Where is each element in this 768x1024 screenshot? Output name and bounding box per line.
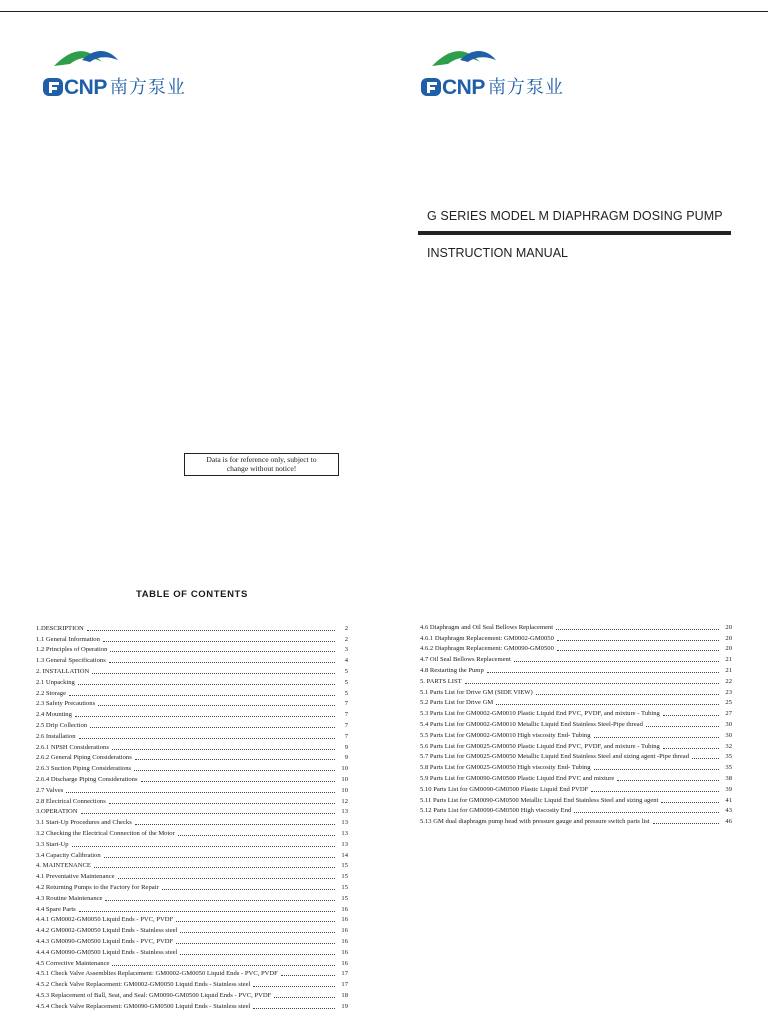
toc-entry-title: 4. MAINTENANCE — [36, 862, 91, 870]
toc-entry-title: 3.OPERATION — [36, 808, 78, 816]
toc-entry[interactable] — [36, 644, 348, 655]
toc-entry[interactable] — [36, 762, 348, 773]
toc-dot-leader — [81, 813, 335, 814]
toc-entry-title: 4.4.3 GM0090-GM0500 Liquid Ends - PVC, PVDF — [36, 937, 174, 945]
toc-entry-title: 5.3 Parts List for GM0002-GM0010 Plastic Liquid End PVC, PVDF, and mixture - Tubing — [420, 710, 660, 718]
toc-page-number: 20 — [725, 634, 732, 642]
toc-dot-leader — [110, 651, 335, 652]
toc-dot-leader — [663, 715, 719, 716]
toc-page-number: 17 — [341, 981, 348, 989]
toc-entry[interactable] — [420, 664, 732, 675]
toc-entry[interactable] — [36, 892, 348, 903]
toc-entry[interactable] — [36, 795, 348, 806]
toc-page-number: 21 — [725, 666, 732, 674]
toc-entry[interactable] — [36, 773, 348, 784]
toc-dot-leader — [663, 748, 719, 749]
toc-dot-leader — [87, 630, 335, 631]
toc-entry[interactable] — [36, 957, 348, 968]
toc-entry-title: 2.6.1 NPSH Considerations — [36, 743, 109, 751]
toc-dot-leader — [253, 986, 335, 987]
toc-dot-leader — [104, 857, 335, 858]
toc-entry-title: 5.6 Parts List for GM0025-GM0050 Plastic Liquid End PVC, PVDF, and mixture - Tubing — [420, 742, 660, 750]
toc-entry-title: 5.13 GM dual diaphragm pump head with pressure gauge and pressure switch parts list — [420, 818, 650, 826]
logo-emblem-icon — [52, 44, 162, 68]
logo-text-cjk: 南方泵业 — [487, 77, 564, 98]
toc-dot-leader — [556, 629, 719, 630]
disclaimer-line: change without notice! — [226, 463, 297, 473]
toc-entry-title: 5.5 Parts List for GM0002-GM0010 High viscosity End- Tubing — [420, 731, 591, 739]
toc-entry-title: 4.5.1 Check Valve Assemblies Replacement: GM0002-GM0050 Liquid Ends - PVC, PVDF — [36, 970, 278, 978]
toc-dot-leader — [135, 824, 335, 825]
toc-page-number: 4 — [344, 657, 348, 665]
toc-page-number: 10 — [341, 775, 348, 783]
toc-page-number: 5 — [344, 678, 348, 686]
toc-page-number: 5 — [344, 667, 348, 675]
toc-dot-leader — [162, 889, 335, 890]
toc-page-number: 16 — [341, 959, 348, 967]
toc-entry[interactable] — [420, 643, 732, 654]
toc-page-number: 15 — [341, 894, 348, 902]
toc-entry[interactable] — [36, 654, 348, 665]
toc-heading: TABLE OF CONTENTS — [136, 589, 248, 600]
toc-entry[interactable] — [36, 924, 348, 935]
toc-entry[interactable] — [420, 740, 732, 751]
toc-entry[interactable] — [420, 632, 732, 643]
toc-entry[interactable] — [36, 989, 348, 1000]
toc-entry[interactable] — [36, 860, 348, 871]
toc-entry-title: 1.DESCRIPTION — [36, 624, 84, 632]
toc-dot-leader — [617, 780, 719, 781]
toc-entry-title: 5.4 Parts List for GM0002-GM0010 Metallic Liquid End Stainless Steel-Pipe thread — [420, 720, 643, 728]
toc-dot-leader — [92, 673, 335, 674]
toc-dot-leader — [594, 737, 719, 738]
toc-dot-leader — [646, 726, 719, 727]
toc-page-number: 22 — [725, 677, 732, 685]
toc-dot-leader — [496, 704, 719, 705]
toc-entry-title: 4.5.4 Check Valve Replacement: GM0090-GM0500 Liquid Ends - Stainless steel — [36, 1002, 251, 1010]
toc-entry[interactable] — [420, 783, 732, 794]
toc-dot-leader — [176, 943, 335, 944]
toc-page-number: 46 — [725, 818, 732, 826]
toc-entry-title: 2.5 Drip Collection — [36, 721, 88, 729]
toc-entry[interactable] — [420, 751, 732, 762]
toc-page-number: 16 — [341, 916, 348, 924]
toc-entry-title: 4.4 Spare Parts — [36, 905, 76, 913]
toc-page-number: 16 — [341, 927, 348, 935]
toc-entry-title: 4.6.1 Diaphragm Replacement: GM0002-GM0050 — [420, 634, 554, 642]
toc-entry[interactable] — [420, 621, 732, 632]
toc-dot-leader — [514, 661, 719, 662]
toc-entry[interactable] — [36, 827, 348, 838]
toc-entry[interactable] — [36, 806, 348, 817]
toc-page-number: 10 — [341, 765, 348, 773]
toc-dot-leader — [594, 769, 719, 770]
toc-entry[interactable] — [36, 849, 348, 860]
company-logo — [42, 50, 186, 98]
toc-entry-title: 5.9 Parts List for GM0090-GM0500 Plastic Liquid End PVC and mixture — [420, 774, 615, 782]
toc-page-number: 30 — [725, 720, 732, 728]
toc-page-number: 2 — [344, 624, 348, 632]
toc-entry[interactable] — [36, 622, 348, 633]
toc-dot-leader — [253, 1008, 335, 1009]
toc-entry[interactable] — [420, 761, 732, 772]
toc-page-number: 16 — [341, 905, 348, 913]
toc-entry-title: 4.5.2 Check Valve Replacement: GM0002-GM0050 Liquid Ends - Stainless steel — [36, 981, 251, 989]
toc-page-number: 19 — [341, 1002, 348, 1010]
toc-entry[interactable] — [36, 881, 348, 892]
toc-dot-leader — [75, 716, 335, 717]
logo-text-latin: CNP — [64, 76, 107, 99]
logo-mark-icon — [42, 76, 64, 98]
toc-page-number: 13 — [341, 829, 348, 837]
toc-page-number: 25 — [725, 699, 732, 707]
toc-entry-title: 4.1 Preventative Maintenance — [36, 873, 115, 881]
toc-entry-title: 2.2 Storage — [36, 689, 67, 697]
toc-entry[interactable] — [36, 784, 348, 795]
toc-entry-title: 2.4 Mounting — [36, 711, 72, 719]
toc-entry-title: 5.12 Parts List for GM0090-GM0500 High viscosity End — [420, 807, 572, 815]
toc-page-number: 15 — [341, 883, 348, 891]
toc-entry[interactable] — [36, 730, 348, 741]
toc-page-number: 21 — [725, 656, 732, 664]
toc-page-number: 35 — [725, 753, 732, 761]
toc-entry[interactable] — [420, 718, 732, 729]
logo-emblem-icon — [430, 44, 540, 68]
toc-page-number: 20 — [725, 645, 732, 653]
toc-dot-leader — [536, 694, 719, 695]
toc-entry-title: 4.2 Returning Pumps to the Factory for Repair — [36, 883, 159, 891]
toc-entry[interactable] — [36, 1000, 348, 1011]
toc-entry[interactable] — [36, 935, 348, 946]
toc-page-number: 16 — [341, 937, 348, 945]
toc-entry-title: 2.6 Installation — [36, 732, 76, 740]
toc-entry-title: 4.4.2 GM0002-GM0050 Liquid Ends - Stainless steel — [36, 927, 178, 935]
toc-dot-leader — [66, 792, 335, 793]
toc-entry[interactable] — [36, 687, 348, 698]
toc-dot-leader — [557, 650, 719, 651]
toc-page-number: 10 — [341, 786, 348, 794]
toc-entry[interactable] — [36, 816, 348, 827]
toc-entry-title: 3.2 Checking the Electrical Connection of the Motor — [36, 829, 175, 837]
toc-entry-title: 1.1 General Information — [36, 635, 100, 643]
logo-text-cjk: 南方泵业 — [109, 77, 186, 98]
toc-entry[interactable] — [36, 708, 348, 719]
toc-entry-title: 4.8 Restarting the Pump — [420, 666, 484, 674]
toc-dot-leader — [72, 846, 335, 847]
toc-dot-leader — [176, 921, 335, 922]
document-subtitle: INSTRUCTION MANUAL — [427, 246, 568, 260]
logo-text-latin: CNP — [442, 76, 485, 99]
toc-entry-title: 2.3 Safety Precautions — [36, 700, 96, 708]
toc-dot-leader — [112, 749, 335, 750]
toc-entry[interactable] — [36, 914, 348, 925]
toc-dot-leader — [180, 954, 335, 955]
toc-entry[interactable] — [36, 968, 348, 979]
toc-page-number: 7 — [344, 711, 348, 719]
toc-page-number: 17 — [341, 970, 348, 978]
toc-dot-leader — [591, 791, 719, 792]
toc-page-number: 7 — [344, 700, 348, 708]
toc-page-number: 23 — [725, 688, 732, 696]
toc-entry[interactable] — [420, 815, 732, 826]
toc-page-number: 43 — [725, 807, 732, 815]
toc-page-number: 7 — [344, 732, 348, 740]
toc-dot-leader — [135, 759, 335, 760]
disclaimer-line: Data is for reference only, subject to — [206, 455, 317, 464]
toc-entry-title: 3.1 Start-Up Procedures and Checks — [36, 819, 132, 827]
toc-entry-title: 5.11 Parts List for GM0090-GM0500 Metallic Liquid End Stainless Steel and sizing agent — [420, 796, 659, 804]
toc-page-number: 13 — [341, 819, 348, 827]
toc-dot-leader — [90, 727, 335, 728]
toc-page-number: 9 — [344, 754, 348, 762]
toc-entry-title: 4.7 Oil Seal Bellows Replacement — [420, 656, 511, 664]
top-rule — [0, 11, 768, 12]
toc-entry-title: 4.6.2 Diaphragm Replacement: GM0090-GM0500 — [420, 645, 554, 653]
toc-page-number: 41 — [725, 796, 732, 804]
toc-entry-title: 5.7 Parts List for GM0025-GM0050 Metallic Liquid End Stainless Steel and sizing agent -Pipe thread — [420, 753, 690, 761]
toc-page-number: 7 — [344, 721, 348, 729]
toc-entry[interactable] — [420, 729, 732, 740]
toc-page-number: 27 — [725, 710, 732, 718]
toc-entry-title: 4.3 Routine Maintenance — [36, 894, 103, 902]
toc-entry-title: 2.7 Valves — [36, 786, 64, 794]
toc-dot-leader — [692, 758, 719, 759]
toc-dot-leader — [105, 900, 335, 901]
toc-dot-leader — [109, 662, 335, 663]
toc-entry-title: 4.5.3 Replacement of Ball, Seat, and Seal: GM0090-GM0500 Liquid Ends - PVC, PVDF — [36, 991, 272, 999]
toc-dot-leader — [141, 781, 335, 782]
toc-entry-title: 5. PARTS LIST — [420, 677, 462, 685]
toc-entry[interactable] — [36, 633, 348, 644]
toc-dot-leader — [69, 695, 335, 696]
toc-entry[interactable] — [420, 686, 732, 697]
company-logo — [420, 50, 564, 98]
toc-dot-leader — [134, 770, 335, 771]
toc-entry[interactable] — [36, 741, 348, 752]
toc-entry[interactable] — [36, 698, 348, 709]
toc-page-number: 16 — [341, 948, 348, 956]
logo-mark-icon — [420, 76, 442, 98]
toc-entry[interactable] — [36, 665, 348, 676]
toc-entry-title: 5.8 Parts List for GM0025-GM0050 High viscosity End- Tubing — [420, 764, 591, 772]
toc-entry-title: 3.3 Start-Up — [36, 840, 69, 848]
toc-dot-leader — [487, 672, 719, 673]
toc-entry-title: 1.2 Principles of Operation — [36, 646, 108, 654]
toc-dot-leader — [112, 965, 335, 966]
toc-dot-leader — [178, 835, 335, 836]
toc-dot-leader — [109, 803, 335, 804]
toc-entry-title: 5.2 Parts List for Drive GM — [420, 699, 494, 707]
toc-dot-leader — [274, 997, 335, 998]
toc-entry[interactable] — [36, 838, 348, 849]
toc-entry-title: 2.8 Electrical Connections — [36, 797, 106, 805]
toc-dot-leader — [465, 683, 719, 684]
toc-page-number: 12 — [341, 797, 348, 805]
toc-dot-leader — [79, 911, 335, 912]
toc-dot-leader — [180, 932, 335, 933]
toc-entry[interactable] — [420, 707, 732, 718]
toc-dot-leader — [661, 802, 719, 803]
toc-page-number: 14 — [341, 851, 348, 859]
toc-page-number: 35 — [725, 764, 732, 772]
toc-left-column — [36, 622, 348, 1011]
toc-dot-leader — [94, 867, 335, 868]
toc-entry-title: 2.6.2 General Piping Considerations — [36, 754, 132, 762]
toc-dot-leader — [118, 878, 335, 879]
toc-dot-leader — [98, 705, 335, 706]
toc-page-number: 13 — [341, 840, 348, 848]
toc-entry-title: 4.5 Corrective Maintenance — [36, 959, 110, 967]
toc-entry[interactable] — [420, 697, 732, 708]
toc-entry-title: 2.6.4 Discharge Piping Considerations — [36, 775, 138, 783]
toc-entry[interactable] — [36, 903, 348, 914]
toc-entry[interactable] — [36, 946, 348, 957]
toc-page-number: 20 — [725, 623, 732, 631]
toc-dot-leader — [78, 684, 335, 685]
toc-page-number: 3 — [344, 646, 348, 654]
toc-entry[interactable] — [420, 772, 732, 783]
toc-page-number: 13 — [341, 808, 348, 816]
toc-page-number: 15 — [341, 862, 348, 870]
toc-dot-leader — [574, 812, 719, 813]
toc-entry[interactable] — [420, 794, 732, 805]
toc-entry-title: 4.4.1 GM0002-GM0050 Liquid Ends - PVC, PVDF — [36, 916, 174, 924]
toc-entry[interactable] — [36, 676, 348, 687]
toc-page-number: 5 — [344, 689, 348, 697]
toc-entry-title: 2. INSTALLATION — [36, 667, 90, 675]
disclaimer-box — [184, 453, 339, 476]
toc-page-number: 15 — [341, 873, 348, 881]
toc-page-number: 30 — [725, 731, 732, 739]
title-rule — [418, 231, 731, 235]
toc-entry-title: 2.6.3 Suction Piping Considerations — [36, 765, 132, 773]
toc-entry-title: 4.6 Diaphragm and Oil Seal Bellows Replacement — [420, 623, 554, 631]
toc-entry-title: 5.1 Parts List for Drive GM (SIDE VIEW) — [420, 688, 533, 696]
toc-entry-title: 4.4.4 GM0090-GM0500 Liquid Ends - Stainless steel — [36, 948, 178, 956]
toc-entry[interactable] — [420, 805, 732, 816]
toc-page-number: 38 — [725, 774, 732, 782]
toc-entry-title: 3.4 Capacity Calibration — [36, 851, 101, 859]
toc-page-number: 2 — [344, 635, 348, 643]
toc-entry[interactable] — [36, 870, 348, 881]
toc-dot-leader — [653, 823, 719, 824]
toc-page-number: 18 — [341, 991, 348, 999]
toc-entry[interactable] — [36, 978, 348, 989]
toc-entry[interactable] — [36, 752, 348, 763]
toc-dot-leader — [557, 640, 719, 641]
toc-page-number: 32 — [725, 742, 732, 750]
toc-dot-leader — [79, 738, 335, 739]
document-title: G SERIES MODEL M DIAPHRAGM DOSING PUMP — [427, 209, 723, 223]
toc-entry[interactable] — [36, 719, 348, 730]
toc-right-column — [420, 621, 732, 826]
toc-entry[interactable] — [420, 653, 732, 664]
toc-entry-title: 1.3 General Specifications — [36, 657, 106, 665]
toc-entry-title: 5.10 Parts List for GM0090-GM0500 Plastic Liquid End PVDF — [420, 785, 589, 793]
toc-entry-title: 2.1 Unpacking — [36, 678, 75, 686]
toc-dot-leader — [281, 975, 335, 976]
toc-entry[interactable] — [420, 675, 732, 686]
toc-dot-leader — [103, 641, 335, 642]
toc-page-number: 9 — [344, 743, 348, 751]
toc-page-number: 39 — [725, 785, 732, 793]
